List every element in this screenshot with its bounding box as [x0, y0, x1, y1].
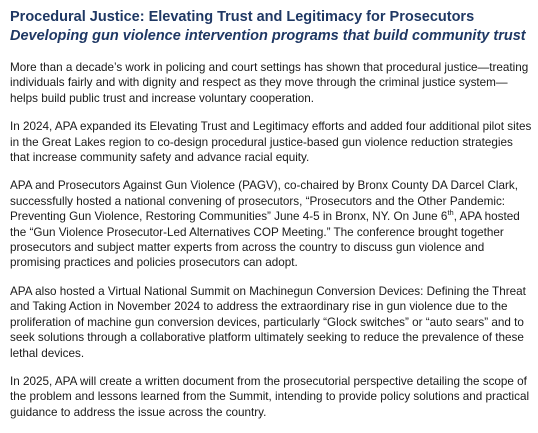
paragraph-procedural-justice: More than a decade’s work in policing and court settings has shown that procedural justice—treating individuals fairly and with dignity and respect as they move through the criminal justice system—helps build public trust and increase voluntary cooperation.	[10, 61, 529, 105]
document-page	[10, 8, 532, 433]
paragraph-pagv-convening	[10, 178, 532, 270]
document-title: Procedural Justice: Elevating Trust and Legitimacy for Prosecutors	[10, 9, 475, 25]
document-subtitle: Developing gun violence intervention programs that build community trust	[10, 28, 526, 44]
paragraph-virtual-summit: APA also hosted a Virtual National Summit on Machinegun Conversion Devices: Defining the Threat and Taking Action in November 2024 to address the extraordinary rise in gun violence due to the proliferation of machine gun conversion devices, particularly “Glock switches” or “auto sears” and to seek solutions through a collaborative platform ultimately seeking to reduce the prevalence of these lethal devices.	[10, 284, 526, 360]
paragraph-2025-plans: In 2025, APA will create a written document from the prosecutorial perspective detailing the scope of the problem and lessons learned from the Summit, intending to provide policy solutions and practical guidance to address the issue across the country.	[10, 374, 530, 419]
pagv-text-part-1: APA and Prosecutors Against Gun Violence (PAGV), co-chaired by Bronx County DA Darcel Clark, successfully hosted a national convening of prosecutors, “Prosecutors and the Other Pandemic: Preventing Gun Violence, Restoring Communities” June 4-5 in Bronx, NY. On June 6	[10, 179, 518, 224]
pagv-text-part-2: , APA hosted the “Gun Violence Prosecutor-Led Alternatives COP Meeting.” The conference brought together prosecutors and subject matter experts from across the country to discuss gun violence and promising practices and policies prosecutors can adopt.	[10, 210, 520, 270]
ordinal-superscript: th	[447, 208, 454, 218]
paragraph-2024-expansion: In 2024, APA expanded its Elevating Trust and Legitimacy efforts and added four additional pilot sites in the Great Lakes region to co-design procedural justice-based gun violence reduction strategies that increase community safety and advance racial equity.	[10, 120, 532, 165]
